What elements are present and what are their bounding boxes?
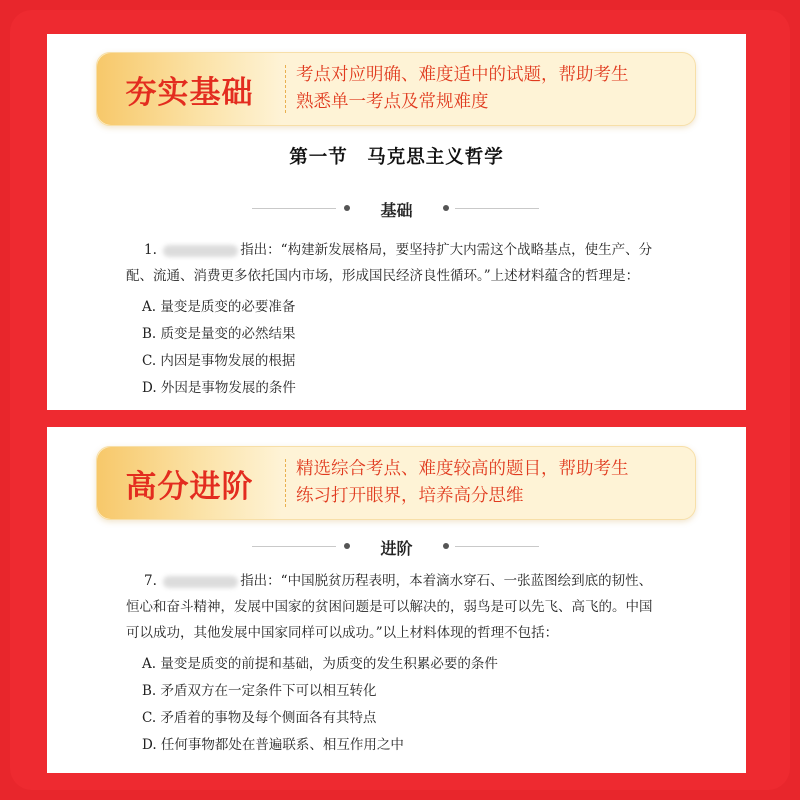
banner-tag xyxy=(97,447,282,519)
option-b[interactable]: B. 质变是量变的必然结果 xyxy=(142,326,296,342)
option-c[interactable]: C. 矛盾着的事物及每个侧面各有其特点 xyxy=(142,710,377,726)
question-line xyxy=(126,568,706,594)
option-d[interactable]: D. 任何事物都处在普遍联系、相互作用之中 xyxy=(142,737,404,753)
banner-tag-label: 夯实基础 xyxy=(125,74,254,111)
question-text: 指出：“构建新发展格局，要坚持扩大内需这个战略基点，使生产、分 xyxy=(240,242,653,258)
divider-label: 基础 xyxy=(380,201,413,220)
section-title: 第一节 马克思主义哲学 xyxy=(289,147,504,168)
divider-dot xyxy=(443,205,449,211)
question-text: 指出：“中国脱贫历程表明，本着滴水穿石、一张蓝图绘到底的韧性、 xyxy=(240,573,653,589)
banner-tag-label: 高分进阶 xyxy=(125,468,254,505)
divider-line xyxy=(455,208,539,209)
question-line: 可以成功，其他发展中国家同样可以成功。”以上材料体现的哲理不包括： xyxy=(126,625,559,641)
divider-label: 进阶 xyxy=(380,539,413,558)
question-number: 7. xyxy=(144,573,157,589)
question-stem xyxy=(126,568,706,646)
banner-description-line: 练习打开眼界，培养高分思维 xyxy=(296,486,524,506)
question-stem xyxy=(126,237,706,289)
panel-advanced xyxy=(47,427,746,773)
panel-basic xyxy=(47,34,746,410)
banner-description-line: 考点对应明确、难度适中的试题，帮助考生 xyxy=(296,65,629,85)
question-number: 1. xyxy=(144,242,157,258)
banner-tag xyxy=(97,53,282,125)
divider-line xyxy=(455,546,539,547)
blurred-source xyxy=(163,576,238,588)
divider-dot xyxy=(443,543,449,549)
banner-description-line: 精选综合考点、难度较高的题目，帮助考生 xyxy=(296,459,629,479)
banner-description xyxy=(296,456,686,510)
section-divider xyxy=(47,197,746,221)
section-divider xyxy=(47,535,746,559)
question-line: 恒心和奋斗精神，发展中国家的贫困问题是可以解决的，弱鸟是可以先飞、高飞的。中国 xyxy=(126,599,653,615)
banner-basic xyxy=(96,52,696,126)
answer-options xyxy=(142,294,702,402)
option-b[interactable]: B. 矛盾双方在一定条件下可以相互转化 xyxy=(142,683,377,699)
banner-advanced xyxy=(96,446,696,520)
answer-options xyxy=(142,651,702,759)
question-line xyxy=(126,237,706,263)
option-c[interactable]: C. 内因是事物发展的根据 xyxy=(142,353,296,369)
option-a[interactable]: A. 量变是质变的前提和基础，为质变的发生积累必要的条件 xyxy=(142,656,498,672)
question-line: 配、流通、消费更多依托国内市场，形成国民经济良性循环。”上述材料蕴含的哲理是： xyxy=(126,268,640,284)
banner-description-line: 熟悉单一考点及常规难度 xyxy=(296,92,489,112)
blurred-source xyxy=(163,245,238,257)
banner-description xyxy=(296,62,686,116)
option-a[interactable]: A. 量变是质变的必要准备 xyxy=(142,299,296,315)
banner-separator xyxy=(285,459,286,507)
option-d[interactable]: D. 外因是事物发展的条件 xyxy=(142,380,296,396)
banner-separator xyxy=(285,65,286,113)
